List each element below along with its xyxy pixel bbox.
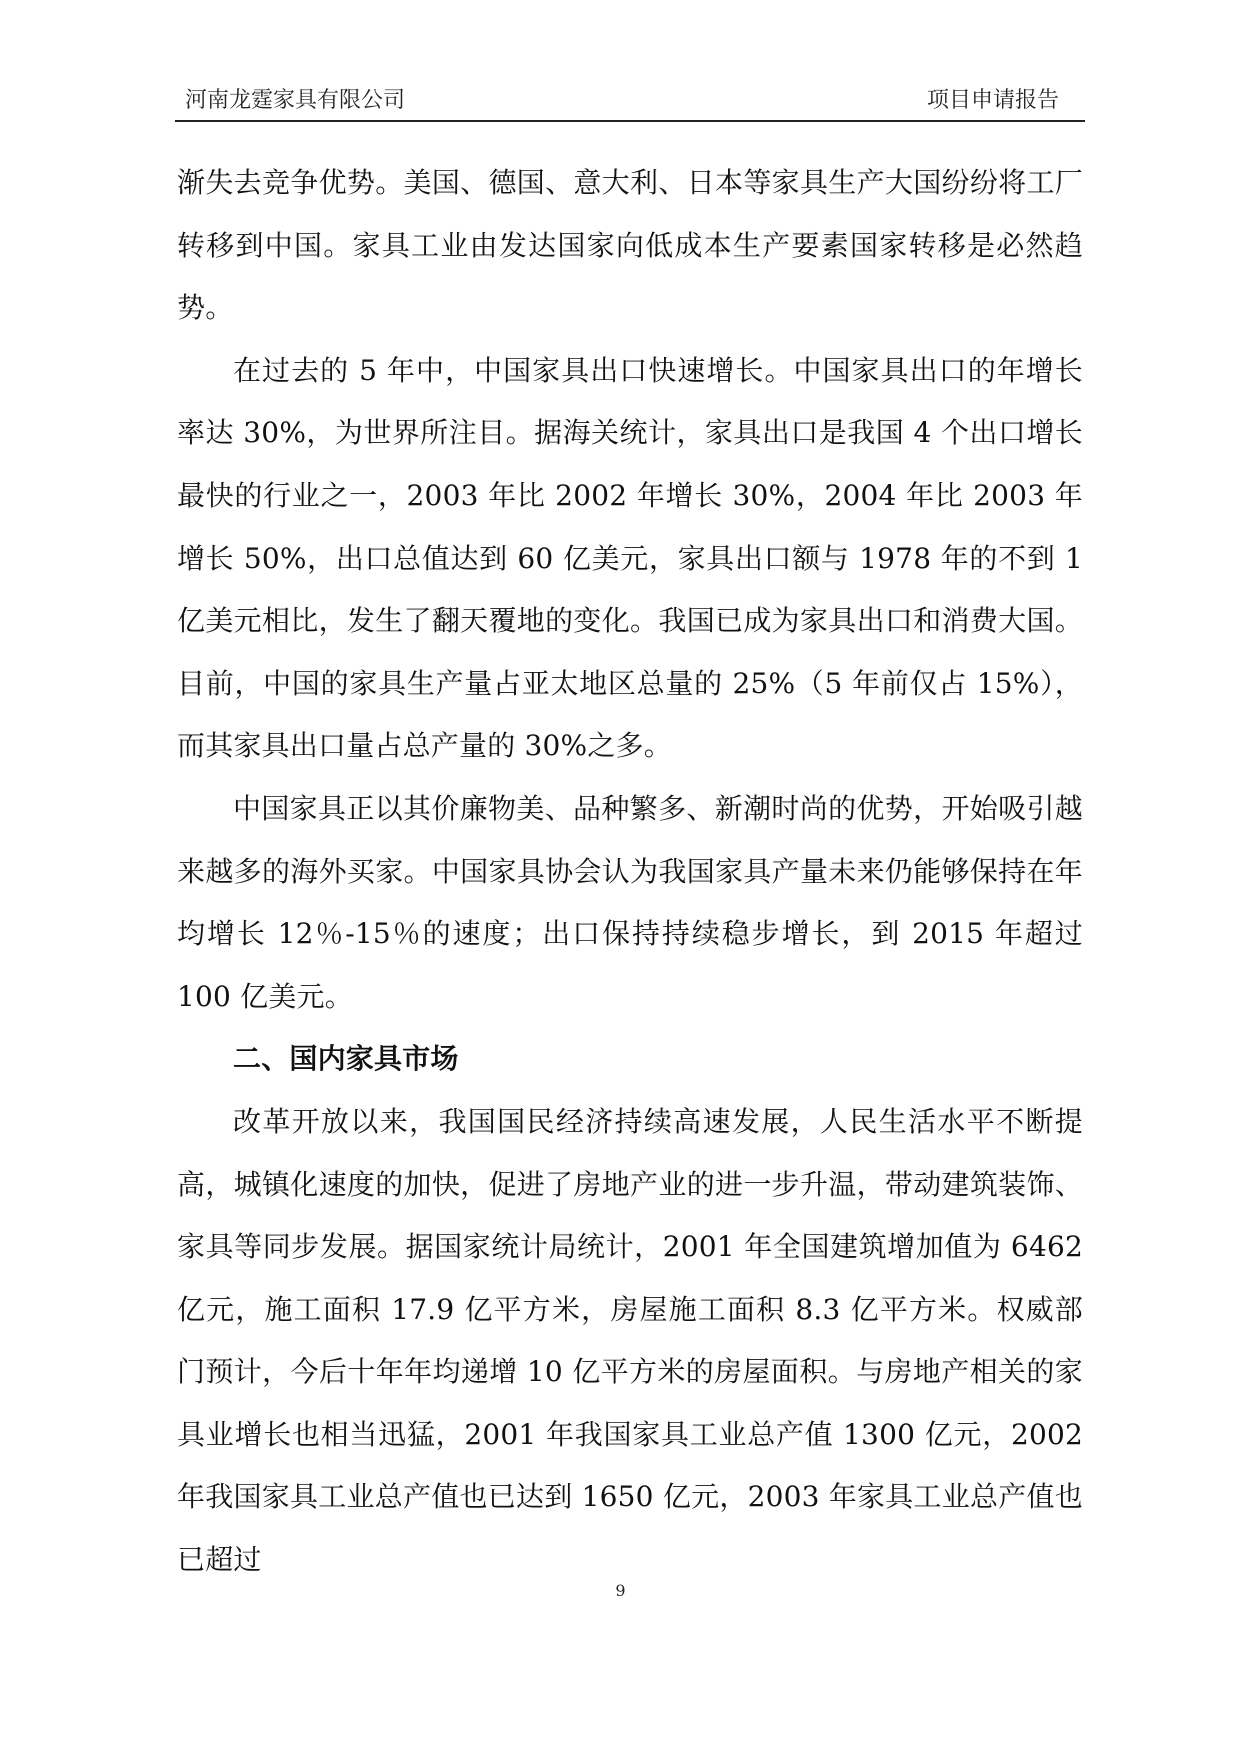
paragraph-export-growth: 在过去的 5 年中，中国家具出口快速增长。中国家具出口的年增长率达 30%，为世界所注目。据海关统计，家具出口是我国 4 个出口增长最快的行业之一，2003 年比 2002 年增长 30%，2004 年比 2003 年增长 50%，出口总值达到 60 亿美元，家具出口额与 1978 年的不到 1 亿美元相比，发生了翻天覆地的变化。我国已成为家具出口和消费大国。目前，中国的家具生产量占亚太地区总量的 25%（5 年前仅占 15%），而其家具出口量占总产量的 30%之多。 [177, 353, 1083, 763]
paragraph-domestic-market: 改革开放以来，我国国民经济持续高速发展，人民生活水平不断提高，城镇化速度的加快，促进了房地产业的进一步升温，带动建筑装饰、家具等同步发展。据国家统计局统计，2001 年全国建筑增加值为 6462 亿元，施工面积 17.9 亿平方米，房屋施工面积 8.3 亿平方米。权威部门预计，今后十年年均递增 10 亿平方米的房屋面积。与房地产相关的家具业增长也相当迅猛，2001 年我国家具工业总产值 1300 亿元，2002 年我国家具工业总产值也已达到 1650 亿元，2003 年家具工业总产值也已超过 [177, 1104, 1083, 1577]
header-document-type: 项目申请报告 [926, 88, 1059, 113]
page-number: 9 [615, 1581, 626, 1600]
document-body [177, 152, 1083, 1592]
paragraph-overseas-buyers: 中国家具正以其价廉物美、品种繁多、新潮时尚的优势，开始吸引越来越多的海外买家。中国家具协会认为我国家具产量未来仍能够保持在年均增长 12％-15％的速度；出口保持持续稳步增长，到 2015 年超过 100 亿美元。 [177, 791, 1083, 1013]
page-header [175, 86, 1085, 122]
paragraph-continued: 渐失去竞争优势。美国、德国、意大利、日本等家具生产大国纷纷将工厂转移到中国。家具工业由发达国家向低成本生产要素国家转移是必然趋势。 [177, 166, 1083, 325]
section-heading: 二、国内家具市场 [233, 1042, 459, 1076]
header-company-name: 河南龙霆家具有限公司 [185, 88, 406, 113]
